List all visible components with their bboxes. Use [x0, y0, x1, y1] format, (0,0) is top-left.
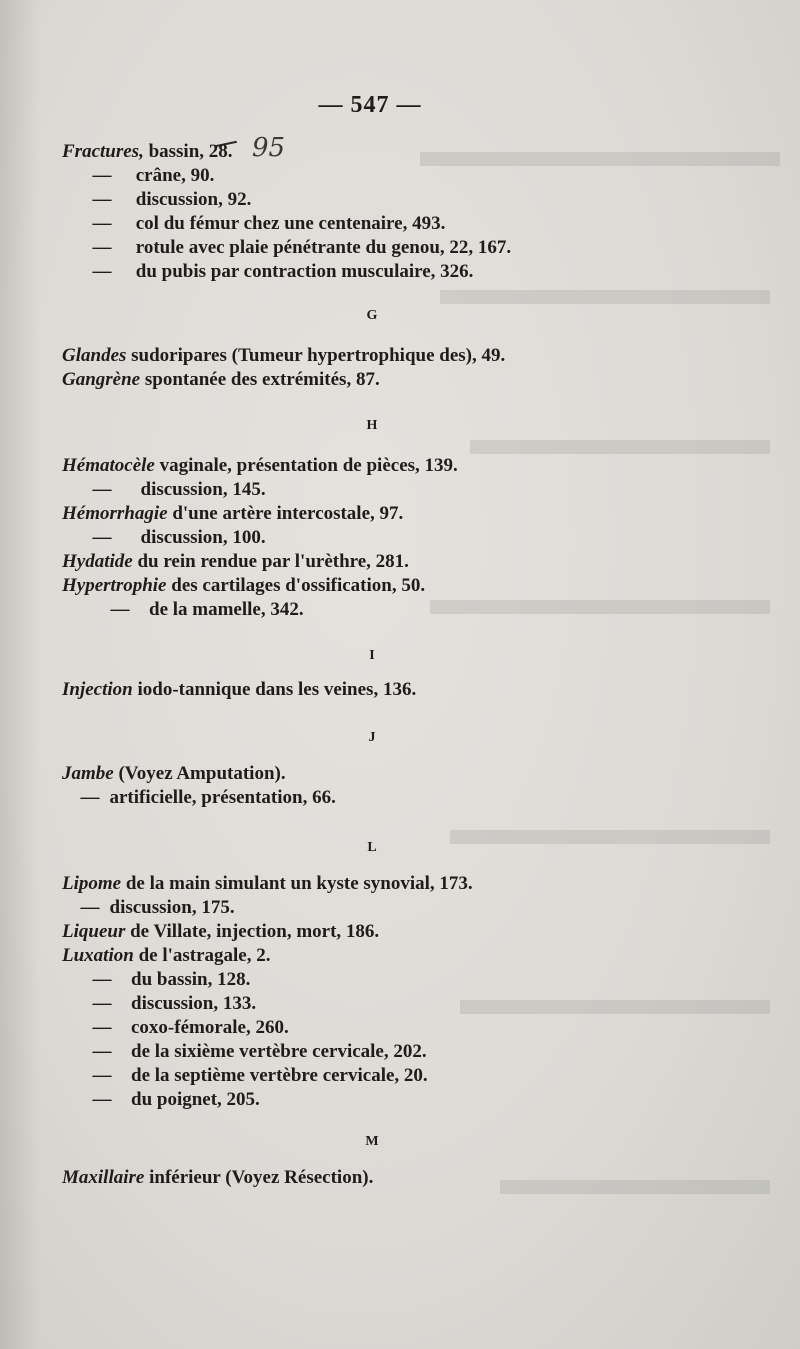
- index-subentry: — de la sixième vertèbre cervicale, 202.: [92, 1041, 427, 1062]
- index-entry: Maxillaire inférieur (Voyez Résection).: [62, 1167, 374, 1188]
- show-through-line: [420, 152, 780, 166]
- index-subentry: — du pubis par contraction musculaire, 326.: [92, 261, 474, 282]
- index-subentry: — col du fémur chez une centenaire, 493.: [92, 213, 446, 234]
- page-number: — 547 —: [318, 92, 422, 118]
- index-entry: Hydatide du rein rendue par l'urèthre, 281.: [62, 551, 409, 572]
- index-subentry: — discussion, 92.: [92, 189, 252, 210]
- section-letter: I: [369, 648, 375, 663]
- index-entry: Injection iodo-tannique dans les veines, 136.: [62, 679, 417, 700]
- gutter-shadow: [0, 0, 40, 1349]
- index-subentry: — discussion, 145.: [92, 479, 266, 500]
- index-entry: Fractures, bassin, 28.: [62, 141, 233, 162]
- show-through-line: [460, 1000, 770, 1014]
- index-subentry: — coxo-fémorale, 260.: [92, 1017, 289, 1038]
- index-entry: Lipome de la main simulant un kyste synovial, 173.: [62, 873, 473, 894]
- index-entry: Hypertrophie des cartilages d'ossification, 50.: [62, 575, 426, 596]
- section-letter: G: [366, 308, 378, 323]
- index-subentry: — de la septième vertèbre cervicale, 20.: [92, 1065, 428, 1086]
- index-subentry: — du poignet, 205.: [92, 1089, 260, 1110]
- section-letter: H: [366, 418, 378, 433]
- show-through-line: [430, 600, 770, 614]
- section-letter: J: [368, 730, 376, 745]
- show-through-line: [500, 1180, 770, 1194]
- index-subentry: — discussion, 133.: [92, 993, 257, 1014]
- index-entry: Luxation de l'astragale, 2.: [62, 945, 271, 966]
- index-entry: Liqueur de Villate, injection, mort, 186.: [62, 921, 380, 942]
- index-entry: Jambe (Voyez Amputation).: [62, 763, 286, 784]
- index-subentry: — rotule avec plaie pénétrante du genou, 22, 167.: [92, 237, 512, 258]
- index-subentry: — discussion, 175.: [80, 897, 235, 918]
- index-subentry: — discussion, 100.: [92, 527, 266, 548]
- handwritten-annotation: 95: [252, 133, 286, 163]
- index-entry: Gangrène spontanée des extrémités, 87.: [62, 369, 380, 390]
- index-subentry: — artificielle, présentation, 66.: [80, 787, 336, 808]
- section-letter: M: [365, 1134, 379, 1149]
- index-subentry: — de la mamelle, 342.: [110, 599, 304, 620]
- index-subentry: — du bassin, 128.: [92, 969, 251, 990]
- index-entry: Hématocèle vaginale, présentation de pièces, 139.: [62, 455, 458, 476]
- show-through-line: [470, 440, 770, 454]
- show-through-line: [450, 830, 770, 844]
- section-letter: L: [367, 840, 377, 855]
- index-entry: Hémorrhagie d'une artère intercostale, 97.: [62, 503, 404, 524]
- index-subentry: — crâne, 90.: [92, 165, 215, 186]
- index-entry: Glandes sudoripares (Tumeur hypertrophique des), 49.: [62, 345, 506, 366]
- show-through-line: [440, 290, 770, 304]
